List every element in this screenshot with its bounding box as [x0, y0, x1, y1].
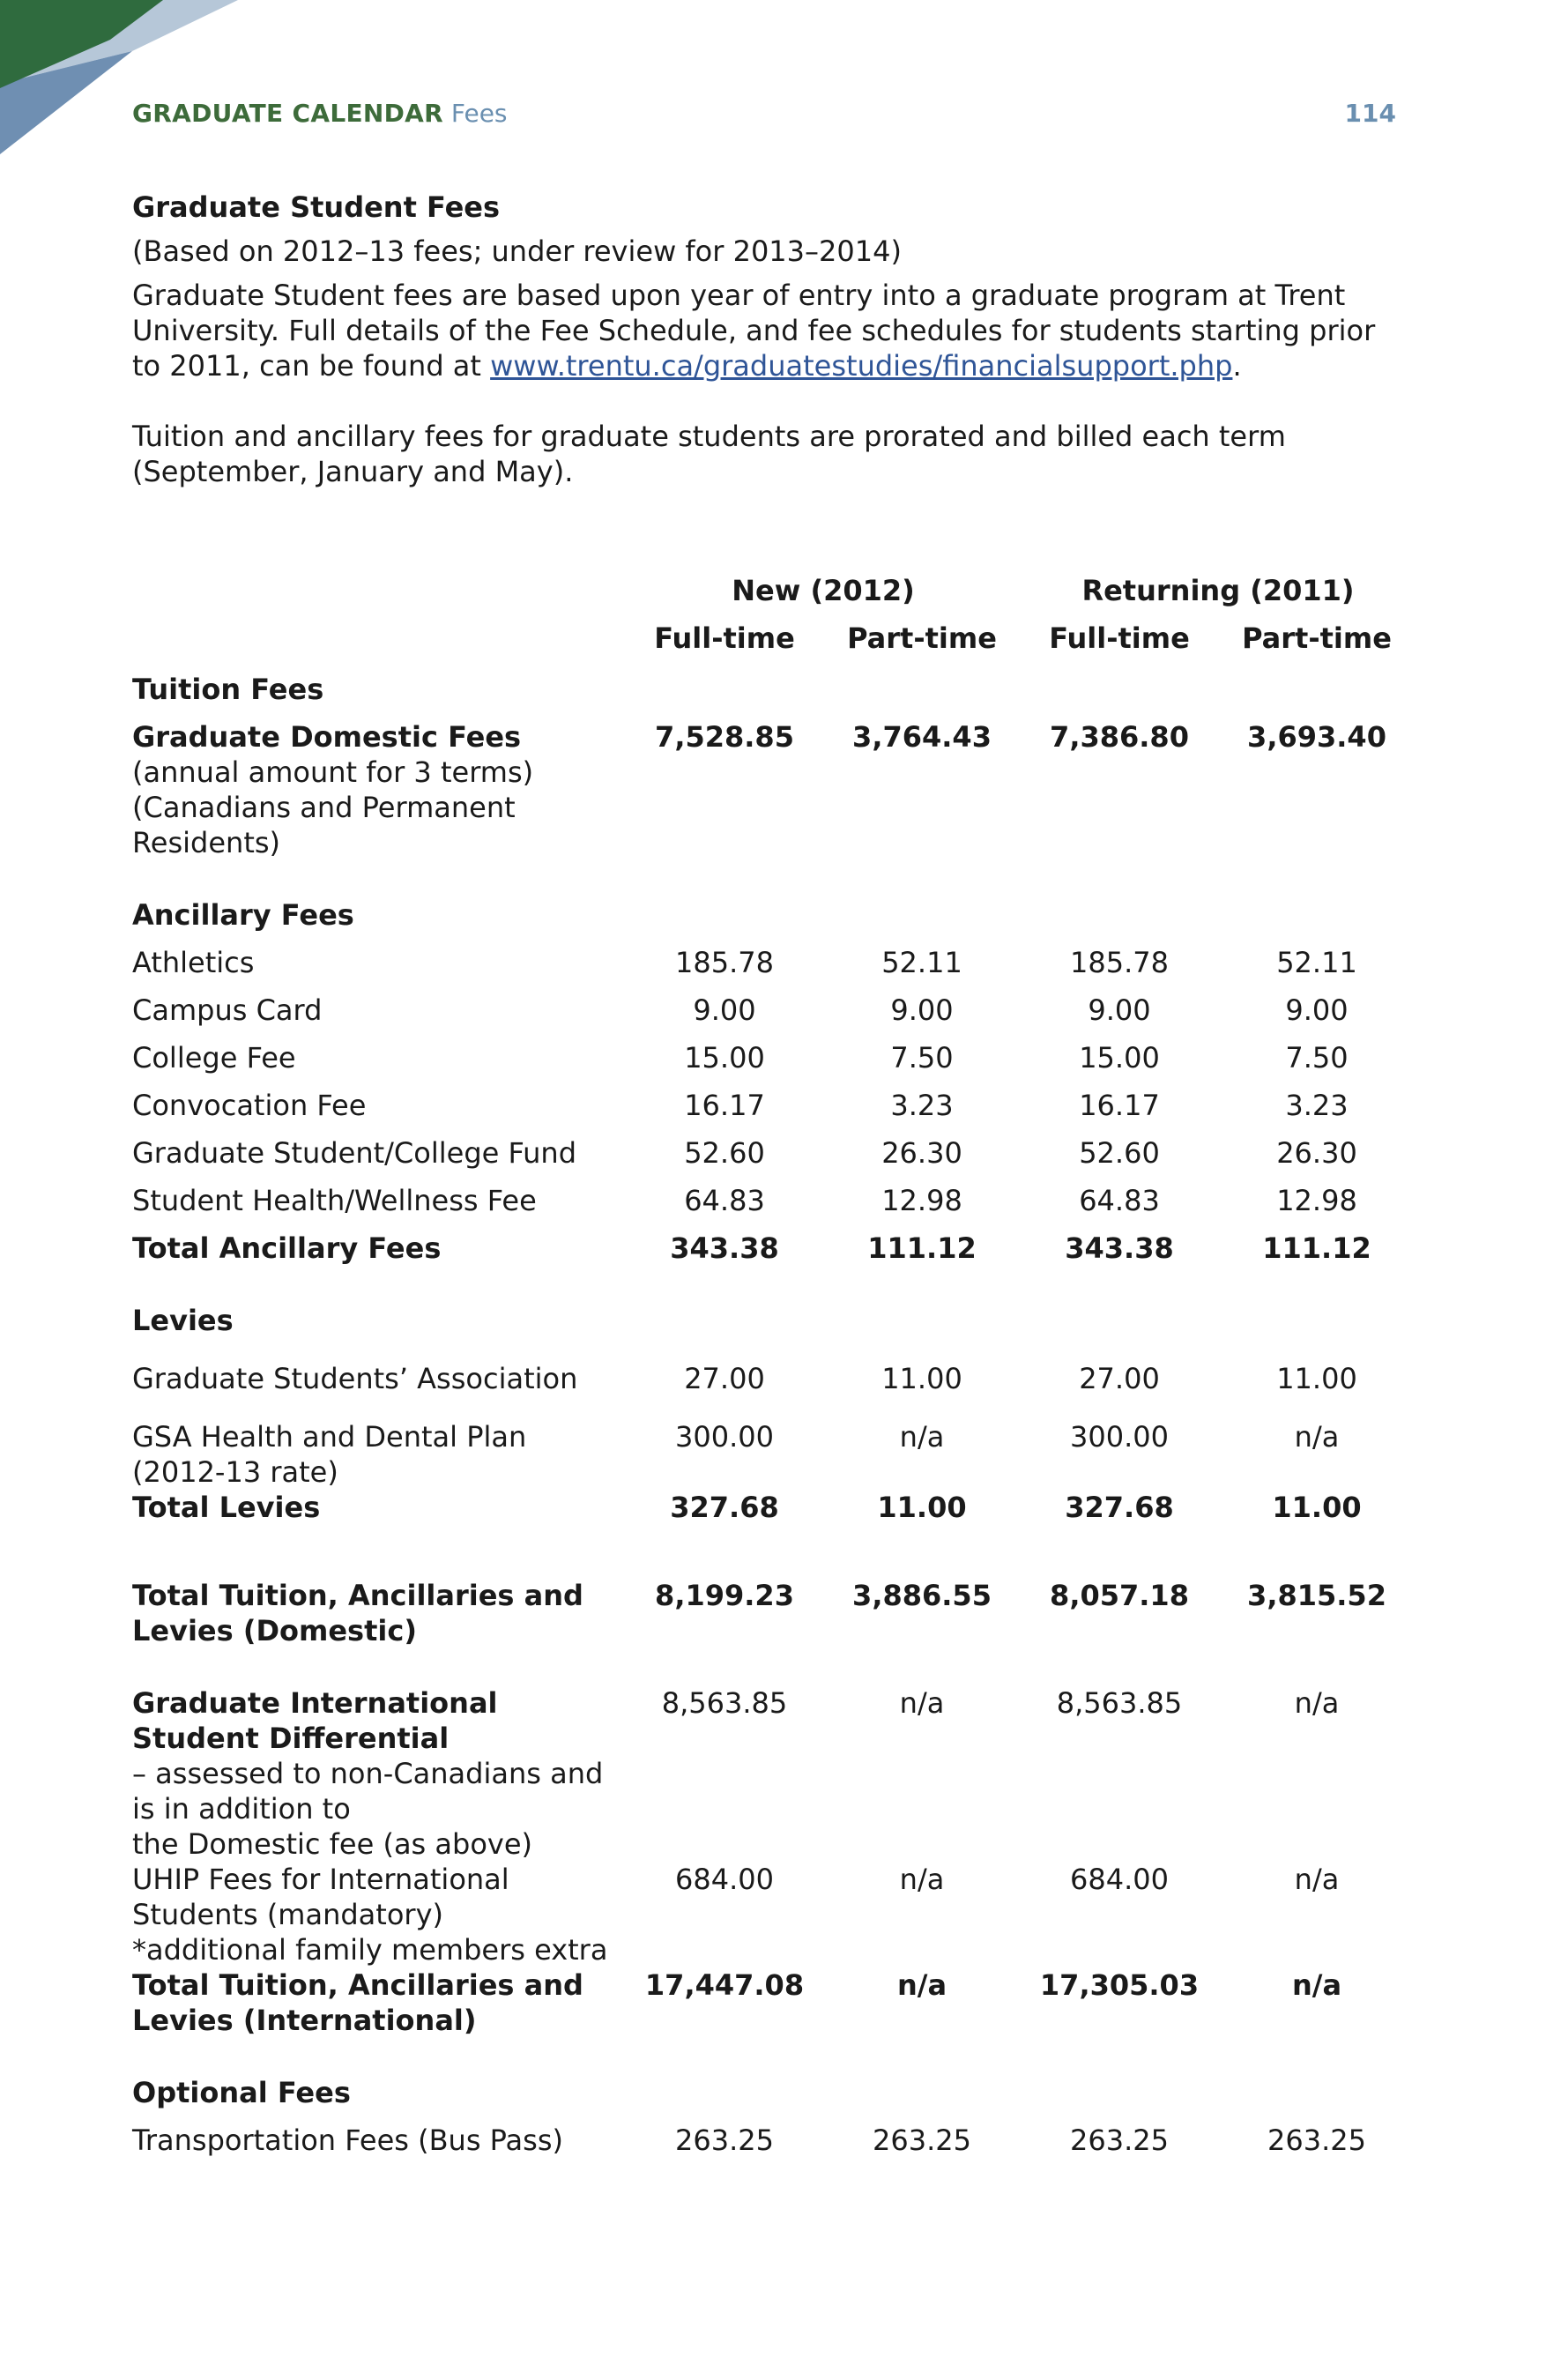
fee-table [132, 573, 1410, 2158]
cell: 9.00 [1088, 993, 1151, 1027]
table-row [132, 1862, 1410, 1967]
fee-basis-note: (Based on 2012–13 fees; under review for 2013–2014) [132, 234, 902, 268]
billing-paragraph: Tuition and ancillary fees for graduate students are prorated and billed each term (September, January and May). [132, 420, 1286, 488]
cell: 263.25 [873, 2123, 971, 2157]
cell: 7.50 [890, 1041, 954, 1075]
table-row [132, 719, 1410, 860]
cell: 52.60 [1079, 1136, 1160, 1170]
cell: 8,199.23 [655, 1579, 794, 1612]
row-label: GSA Health and Dental Plan (2012-13 rate) [132, 1420, 527, 1489]
row-label: Total Tuition, Ancillaries and Levies (Domestic) [132, 1579, 583, 1647]
cell: 11.00 [1272, 1491, 1362, 1524]
cell: n/a [1294, 1686, 1340, 1720]
cell: n/a [1294, 1420, 1340, 1454]
cell: 263.25 [1070, 2123, 1169, 2157]
cell: 684.00 [675, 1863, 774, 1896]
cell: 8,057.18 [1050, 1579, 1189, 1612]
table-row [132, 1361, 1410, 1396]
cell: 64.83 [684, 1184, 765, 1217]
cell: 343.38 [1065, 1231, 1174, 1265]
section-title: Graduate Student Fees [132, 190, 501, 224]
row-label [132, 1685, 626, 1862]
cell: 7,386.80 [1050, 720, 1189, 754]
cell: 9.00 [1285, 993, 1349, 1027]
cell: 343.38 [670, 1231, 779, 1265]
row-label: Graduate Students’ Association [132, 1362, 578, 1395]
differential-note: – assessed to non-Canadians and is in addition to [132, 1757, 604, 1826]
column-header: Part-time [1242, 621, 1392, 655]
cell: 3,886.55 [852, 1579, 992, 1612]
optional-heading: Optional Fees [132, 2076, 351, 2109]
cell: 9.00 [693, 993, 756, 1027]
levies-heading: Levies [132, 1304, 234, 1337]
cell: 263.25 [675, 2123, 774, 2157]
row-label [132, 1862, 626, 1967]
financial-support-link[interactable]: www.trentu.ca/graduatestudies/financialsupport.php [490, 349, 1233, 383]
cell: 8,563.85 [661, 1686, 788, 1720]
page-header [132, 99, 1396, 128]
column-header: Part-time [847, 621, 997, 655]
cell: 52.11 [881, 946, 962, 979]
cell: 16.17 [684, 1089, 765, 1122]
cell: 7.50 [1285, 1041, 1349, 1075]
intro-period: . [1232, 349, 1242, 383]
cell: 17,447.08 [644, 1968, 805, 2002]
cell: 26.30 [1276, 1136, 1357, 1170]
domestic-label-bold: Graduate Domestic Fees [132, 720, 522, 754]
column-header: Full-time [1049, 621, 1190, 655]
cell: 3.23 [1285, 1089, 1349, 1122]
total-row [132, 1578, 1410, 1648]
ancillary-heading: Ancillary Fees [132, 898, 354, 932]
cell: 327.68 [1065, 1491, 1174, 1524]
cell: 27.00 [1079, 1362, 1160, 1395]
cell: n/a [1294, 1863, 1340, 1896]
domestic-label-note: (Canadians and Permanent Residents) [132, 791, 516, 859]
cell: 15.00 [1079, 1041, 1160, 1075]
row-label: Total Tuition, Ancillaries and Levies (International) [132, 1968, 583, 2037]
table-row [132, 1183, 1410, 1218]
cell: n/a [899, 1420, 945, 1454]
cell: 27.00 [684, 1362, 765, 1395]
cell: 263.25 [1267, 2123, 1366, 2157]
row-label: Transportation Fees (Bus Pass) [132, 2123, 563, 2157]
cell: 185.78 [1070, 946, 1169, 979]
cell: 3,764.43 [852, 720, 992, 754]
row-label: Total Levies [132, 1491, 321, 1524]
row-label: College Fee [132, 1041, 296, 1075]
row-label: Total Ancillary Fees [132, 1231, 442, 1265]
page-number: 114 [1344, 99, 1396, 128]
cell: 300.00 [675, 1420, 774, 1454]
cell: 300.00 [1070, 1420, 1169, 1454]
uhip-note: *additional family members extra [132, 1933, 608, 1967]
cell: 12.98 [881, 1184, 962, 1217]
row-label [132, 719, 626, 860]
intro-text: Graduate Student fees are based upon year of entry into a graduate program at Trent University. Full details of the Fee Schedule, and fee schedules for students starting prior to 2011, can be found at [132, 279, 1376, 383]
cell: 684.00 [1070, 1863, 1169, 1896]
column-header: Full-time [654, 621, 795, 655]
cell: 111.12 [867, 1231, 977, 1265]
cell: 11.00 [1276, 1362, 1357, 1395]
cell: n/a [896, 1968, 947, 2002]
table-row [132, 993, 1410, 1028]
table-row [132, 1685, 1410, 1862]
uhip-label: UHIP Fees for International Students (mandatory) [132, 1863, 509, 1931]
cell: 52.60 [684, 1136, 765, 1170]
header-title [132, 99, 508, 128]
intro-section [132, 190, 1410, 498]
calendar-name: GRADUATE CALENDAR [132, 99, 443, 128]
differential-note2: the Domestic fee (as above) [132, 1827, 532, 1861]
cell: 52.11 [1276, 946, 1357, 979]
group-returning: Returning (2011) [1081, 574, 1355, 607]
cell: n/a [899, 1686, 945, 1720]
cell: 11.00 [877, 1491, 967, 1524]
section-name: Fees [450, 99, 508, 128]
corner-decoration-icon [0, 0, 247, 159]
column-header-row [132, 621, 1410, 656]
intro-paragraph [132, 278, 1410, 383]
row-label: Campus Card [132, 993, 323, 1027]
cell: 3,815.52 [1247, 1579, 1386, 1612]
cell: 17,305.03 [1039, 1968, 1200, 2002]
domestic-label-rest: (annual amount for 3 terms) [132, 755, 534, 789]
row-label: Convocation Fee [132, 1089, 367, 1122]
tuition-heading: Tuition Fees [132, 673, 324, 706]
table-row [132, 1419, 1410, 1490]
cell: 26.30 [881, 1136, 962, 1170]
cell: 111.12 [1262, 1231, 1371, 1265]
row-label: Graduate Student/College Fund [132, 1136, 577, 1170]
cell: n/a [899, 1863, 945, 1896]
row-label: Athletics [132, 946, 255, 979]
row-label: Student Health/Wellness Fee [132, 1184, 537, 1217]
cell: 11.00 [881, 1362, 962, 1395]
table-row [132, 1135, 1410, 1171]
group-header-row [132, 573, 1410, 608]
cell: 7,528.85 [655, 720, 794, 754]
cell: 8,563.85 [1056, 1686, 1183, 1720]
cell: 9.00 [890, 993, 954, 1027]
group-new: New (2012) [732, 574, 915, 607]
total-row [132, 1231, 1410, 1266]
cell: 327.68 [670, 1491, 779, 1524]
total-row [132, 1967, 1410, 2038]
table-row [132, 945, 1410, 980]
table-row [132, 1088, 1410, 1123]
table-row [132, 1040, 1410, 1075]
cell: n/a [1291, 1968, 1342, 2002]
total-row [132, 1490, 1410, 1525]
cell: 16.17 [1079, 1089, 1160, 1122]
cell: 3.23 [890, 1089, 954, 1122]
cell: 12.98 [1276, 1184, 1357, 1217]
cell: 15.00 [684, 1041, 765, 1075]
cell: 64.83 [1079, 1184, 1160, 1217]
differential-label: Graduate International Student Differential [132, 1686, 498, 1755]
cell: 3,693.40 [1247, 720, 1386, 754]
table-row [132, 2123, 1410, 2158]
cell: 185.78 [675, 946, 774, 979]
